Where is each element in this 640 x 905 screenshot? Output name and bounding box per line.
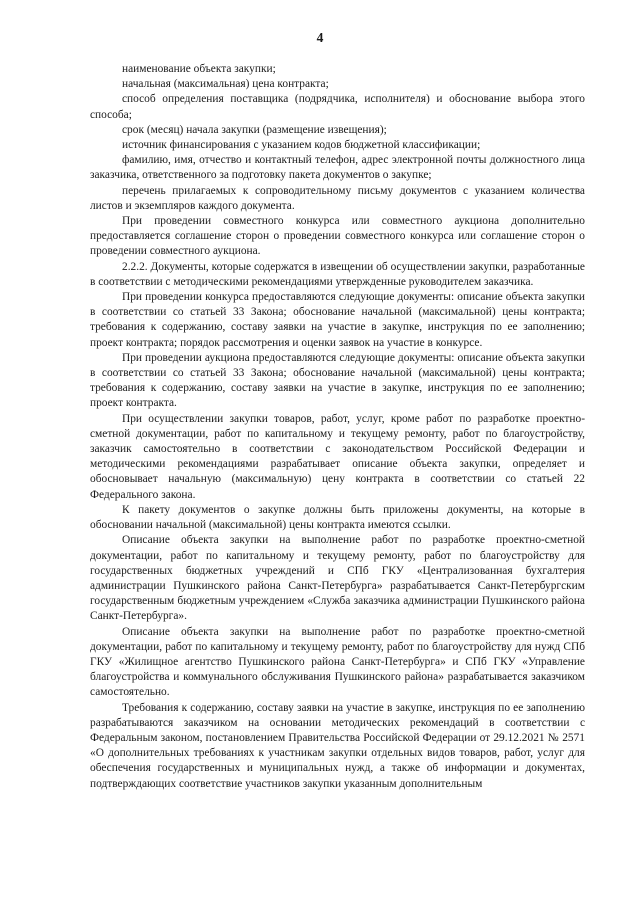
paragraph: Описание объекта закупки на выполнение работ по разработке проектно-сметной документации, работ по капитальному и текущему ремонту, работ по благоустройству для государственных бюджетных учреждений и СПб ГКУ «Централизованная бухгалтерия администрации Пушкинского района Санкт-Петербурга» разрабатывается Санкт-Петербургским государственным бюджетным учреждением «Служба заказчика администрации Пушкинского района Санкт-Петербурга». xyxy=(90,534,585,623)
paragraph: 2.2.2. Документы, которые содержатся в извещении об осуществлении закупки, разработанные в соответствии с методическими рекомендациями утвержденные руководителем заказчика. xyxy=(90,260,585,288)
paragraph: При проведении конкурса предоставляются следующие документы: описание объекта закупки в соответствии со статьей 33 Закона; обоснование начальной (максимальной) цены контракта; требования к содержанию, составу заявки на участие в закупке, инструкция по ее заполнению; проект контракта; порядок рассмотрения и оценки заявок на участие в конкурсе. xyxy=(90,291,585,349)
paragraph: наименование объекта закупки; xyxy=(122,63,276,75)
paragraph: срок (месяц) начала закупки (размещение извещения); xyxy=(122,123,387,136)
paragraph: источник финансирования с указанием кодов бюджетной классификации; xyxy=(122,139,481,152)
paragraph: При проведении совместного конкурса или совместного аукциона дополнительно предоставляется соглашение сторон о проведении совместного конкурса или соглашение сторон о проведении совместного аукциона. xyxy=(90,215,585,258)
paragraph: При осуществлении закупки товаров, работ, услуг, кроме работ по разработке проектно-сметной документации, работ по капитальному и текущему ремонту, работ по благоустройству, заказчик самостоятельно в соответствии с законодательством Российской Федерации и методическими рекомендациями разрабатывает описание объекта закупки, определяет и обосновывает начальную (максимальную) цену контракта в соответствии со статьей 22 Федерального закона. xyxy=(90,412,585,501)
paragraph: При проведении аукциона предоставляются следующие документы: описание объекта закупки в соответствии со статьей 33 Закона; обоснование начальной (максимальной) цены контракта; требования к содержанию, составу заявки на участие в закупке, инструкция по ее заполнению; проект контракта. xyxy=(90,351,585,410)
paragraph: К пакету документов о закупке должны быть приложены документы, на которые в обосновании начальной (максимальной) цены контракта имеются ссылки. xyxy=(90,503,585,532)
paragraph: перечень прилагаемых к сопроводительному письму документов с указанием количества листов и экземпляров каждого документа. xyxy=(90,184,585,212)
paragraph: начальная (максимальная) цена контракта; xyxy=(122,78,329,91)
paragraph: фамилию, имя, отчество и контактный телефон, адрес электронной почты должностного лица заказчика, ответственного за подготовку пакета документов о закупке; xyxy=(90,154,585,182)
paragraph: способ определения поставщика (подрядчика, исполнителя) и обоснование выбора этого способа; xyxy=(90,93,585,121)
paragraph: Описание объекта закупки на выполнение работ по разработке проектно-сметной документации, работ по капитальному и текущему ремонту, работ по благоустройству для нужд СПб ГКУ «Жилищное агентство Пушкинского района Санкт-Петербурга» и СПб ГКУ «Управление благоустройства и коммунального обслуживания Пушкинского района» разрабатывается заказчиком самостоятельно. xyxy=(90,625,585,699)
page-number: 4 xyxy=(316,30,324,45)
body-text xyxy=(90,62,585,792)
paragraph: Требования к содержанию, составу заявки на участие в закупке, инструкция по ее заполнению разрабатываются заказчиком на основании методических рекомендаций в соответствии с Федеральным законом, постановлением Правительства Российской Федерации от 29.12.2021 № 2571 «О дополнительных требованиях к участникам закупки отдельных видов товаров, работ, услуг для обеспечения государственных и муниципальных нужд, а также об информации и документах, подтверждающих соответствие участников закупки указанным дополнительным xyxy=(90,701,585,790)
